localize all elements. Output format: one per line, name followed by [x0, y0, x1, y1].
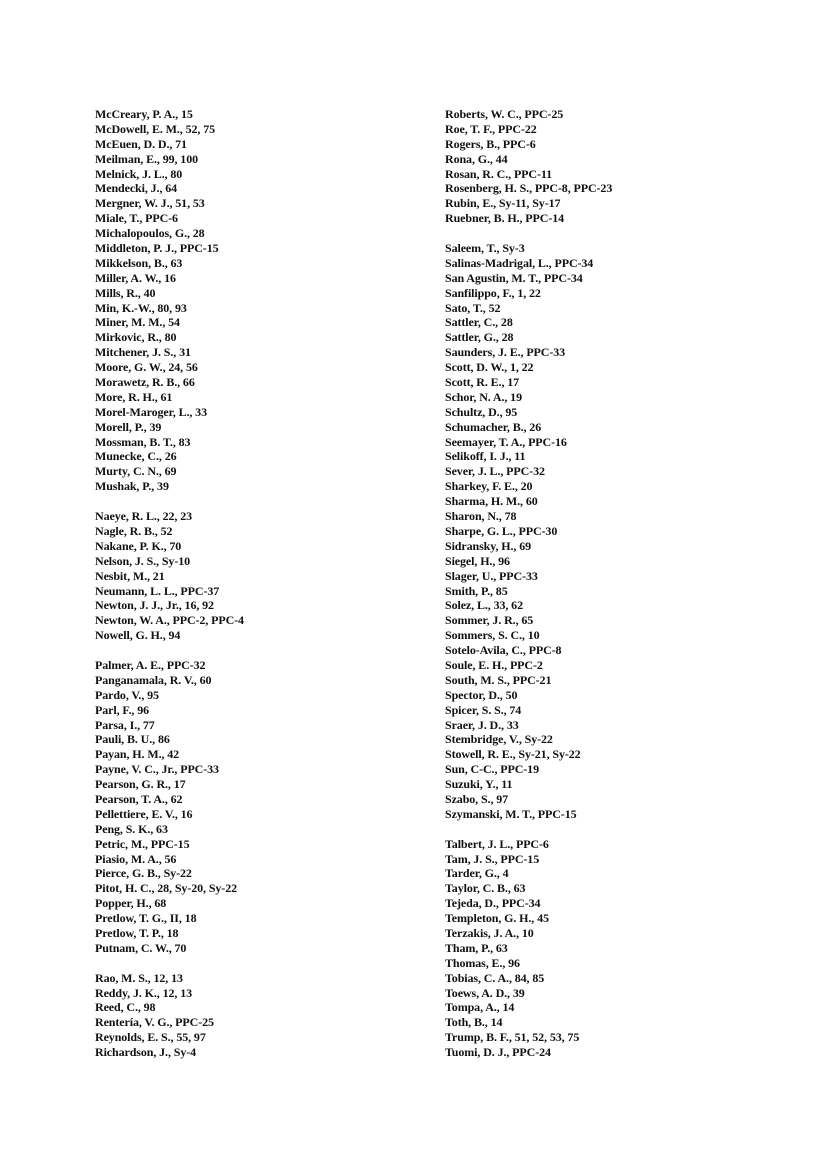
index-entry: Tejeda, D., PPC-34	[445, 896, 541, 911]
index-entry: Moore, G. W., 24, 56	[95, 360, 198, 375]
index-entry: Sidransky, H., 69	[445, 538, 531, 553]
index-entry: Min, K.-W., 80, 93	[95, 300, 187, 315]
index-entry: Sattler, C., 28	[445, 315, 513, 330]
index-entry: Schultz, D., 95	[445, 404, 518, 419]
index-entry: Sever, J. L., PPC-32	[445, 464, 545, 479]
index-entry: Pitot, H. C., 28, Sy-20, Sy-22	[95, 881, 237, 896]
index-entry: Sharpe, G. L., PPC-30	[445, 523, 558, 538]
index-entry: Miale, T., PPC-6	[95, 211, 178, 226]
index-entry: Parl, F., 96	[95, 702, 150, 717]
index-entry: Reddy, J. K., 12, 13	[95, 985, 193, 1000]
index-entry: Trump, B. F., 51, 52, 53, 75	[445, 1030, 580, 1045]
index-entry: Roberts, W. C., PPC-25	[445, 107, 564, 121]
index-entry: Morawetz, R. B., 66	[95, 375, 195, 390]
index-entry: Sattler, G., 28	[445, 330, 514, 345]
index-entry: Terzakis, J. A., 10	[445, 925, 534, 940]
index-column-left	[95, 107, 415, 1060]
index-entry: Toews, A. D., 39	[445, 985, 525, 1000]
index-spacer	[95, 956, 415, 971]
index-entry: Peng, S. K., 63	[95, 821, 168, 836]
index-entry: Piasio, M. A., 56	[95, 851, 177, 866]
index-entry: Sommer, J. R., 65	[445, 613, 534, 628]
index-entry: Seemayer, T. A., PPC-16	[445, 434, 567, 449]
index-entry: Suzuki, Y., 11	[445, 777, 513, 792]
index-entry: Sato, T., 52	[445, 300, 501, 315]
index-entry: Mossman, B. T., 83	[95, 434, 191, 449]
index-entry: Morel-Maroger, L., 33	[95, 404, 207, 419]
index-entry: Nagle, R. B., 52	[95, 523, 173, 538]
index-entry: Schumacher, B., 26	[445, 419, 542, 434]
index-entry: McCreary, P. A., 15	[95, 107, 193, 121]
index-entry: Payne, V. C., Jr., PPC-33	[95, 762, 219, 777]
index-entry: Pardo, V., 95	[95, 687, 159, 702]
index-entry: Pearson, G. R., 17	[95, 777, 186, 792]
index-entry: Roe, T. F., PPC-22	[445, 121, 537, 136]
index-entry: Putnam, C. W., 70	[95, 940, 187, 955]
index-entry: Sanfilippo, F., 1, 22	[445, 285, 541, 300]
index-entry: Reynolds, E. S., 55, 97	[95, 1030, 206, 1045]
index-entry: Solez, L., 33, 62	[445, 598, 523, 613]
index-entry: Palmer, A. E., PPC-32	[95, 657, 206, 672]
index-entry: Nowell, G. H., 94	[95, 628, 181, 643]
index-entry: Newton, W. A., PPC-2, PPC-4	[95, 613, 244, 628]
index-entry: Ruebner, B. H., PPC-14	[445, 211, 565, 226]
index-entry: Soule, E. H., PPC-2	[445, 657, 543, 672]
index-entry: Tam, J. S., PPC-15	[445, 851, 540, 866]
index-entry: Saleem, T., Sy-3	[445, 241, 525, 256]
index-entry: Rosan, R. C., PPC-11	[445, 166, 553, 181]
index-entry: San Agustin, M. T., PPC-34	[445, 270, 583, 285]
index-entry: Reed, C., 98	[95, 1000, 156, 1015]
index-spacer	[445, 226, 765, 241]
index-entry: Sotelo-Avila, C., PPC-8	[445, 643, 562, 658]
index-entry: Sharon, N., 78	[445, 509, 517, 524]
index-entry: Spicer, S. S., 74	[445, 702, 522, 717]
index-entry: Scott, D. W., 1, 22	[445, 360, 534, 375]
index-entry: Pearson, T. A., 62	[95, 791, 183, 806]
index-entry: Mendecki, J., 64	[95, 181, 178, 196]
index-entry: Newton, J. J., Jr., 16, 92	[95, 598, 214, 613]
index-entry: Michalopoulos, G., 28	[95, 226, 205, 241]
index-entry: Stowell, R. E., Sy-21, Sy-22	[445, 747, 581, 762]
index-entry: Toth, B., 14	[445, 1015, 503, 1030]
index-entry: Sraer, J. D., 33	[445, 717, 519, 732]
index-entry: Rosenberg, H. S., PPC-8, PPC-23	[445, 181, 613, 196]
index-entry: Miner, M. M., 54	[95, 315, 180, 330]
index-entry: Scott, R. E., 17	[445, 375, 520, 390]
index-entry: Miller, A. W., 16	[95, 270, 176, 285]
index-entry: Payan, H. M., 42	[95, 747, 180, 762]
index-entry: South, M. S., PPC-21	[445, 672, 552, 687]
index-entry: Salinas-Madrigal, L., PPC-34	[445, 255, 594, 270]
index-spacer	[95, 643, 415, 658]
index-entry: Richardson, J., Sy-4	[95, 1045, 197, 1060]
index-entry: Schor, N. A., 19	[445, 389, 522, 404]
index-entry: Taylor, C. B., 63	[445, 881, 526, 896]
index-entry: Nakane, P. K., 70	[95, 538, 182, 553]
index-entry: Tobias, C. A., 84, 85	[445, 970, 545, 985]
index-entry: Szymanski, M. T., PPC-15	[445, 806, 577, 821]
index-entry: Tuomi, D. J., PPC-24	[445, 1045, 551, 1060]
index-entry: Pretlow, T. P., 18	[95, 925, 179, 940]
index-entry: Sharma, H. M., 60	[445, 494, 538, 509]
index-entry: Neumann, L. L., PPC-37	[95, 583, 220, 598]
index-entry: Talbert, J. L., PPC-6	[445, 836, 549, 851]
index-entry: Sun, C-C., PPC-19	[445, 762, 539, 777]
index-entry: Parsa, I., 77	[95, 717, 155, 732]
index-entry: Melnick, J. L., 80	[95, 166, 183, 181]
index-entry: Smith, P., 85	[445, 583, 508, 598]
index-entry: Pierce, G. B., Sy-22	[95, 866, 192, 881]
index-entry: Slager, U., PPC-33	[445, 568, 538, 583]
index-entry: Szabo, S., 97	[445, 791, 509, 806]
index-entry: Mills, R., 40	[95, 285, 156, 300]
index-entry: Popper, H., 68	[95, 896, 167, 911]
index-entry: Stembridge, V., Sy-22	[445, 732, 553, 747]
index-entry: Munecke, C., 26	[95, 449, 177, 464]
index-entry: Naeye, R. L., 22, 23	[95, 509, 192, 524]
index-spacer	[95, 494, 415, 509]
index-entry: Saunders, J. E., PPC-33	[445, 345, 566, 360]
index-entry: Pretlow, T. G., II, 18	[95, 911, 197, 926]
index-entry: Mushak, P., 39	[95, 479, 169, 494]
index-entry: Murty, C. N., 69	[95, 464, 177, 479]
index-entry: Rentería, V. G., PPC-25	[95, 1015, 214, 1030]
index-entry: Sharkey, F. E., 20	[445, 479, 533, 494]
index-entry: Pauli, B. U., 86	[95, 732, 170, 747]
index-entry: Rona, G., 44	[445, 151, 508, 166]
index-entry: Spector, D., 50	[445, 687, 518, 702]
index-entry: Mergner, W. J., 51, 53	[95, 196, 205, 211]
index-entry: More, R. H., 61	[95, 389, 173, 404]
index-entry: Pellettiere, E. V., 16	[95, 806, 193, 821]
index-entry: Mikkelson, B., 63	[95, 255, 183, 270]
index-entry: Rogers, B., PPC-6	[445, 136, 536, 151]
index-entry: Morell, P., 39	[95, 419, 162, 434]
index-entry: Middleton, P. J., PPC-15	[95, 241, 219, 256]
index-entry: Nelson, J. S., Sy-10	[95, 553, 191, 568]
index-column-right	[445, 107, 765, 1060]
index-entry: McDowell, E. M., 52, 75	[95, 121, 216, 136]
index-entry: Thomas, E., 96	[445, 955, 520, 970]
index-entry: Petric, M., PPC-15	[95, 836, 190, 851]
index-entry: Tarder, G., 4	[445, 866, 509, 881]
index-entry: Mitchener, J. S., 31	[95, 345, 191, 360]
index-entry: Mirkovic, R., 80	[95, 330, 177, 345]
index-entry: Templeton, G. H., 45	[445, 911, 549, 926]
index-entry: Rao, M. S., 12, 13	[95, 970, 183, 985]
index-entry: Selikoff, I. J., 11	[445, 449, 526, 464]
index-entry: Tham, P., 63	[445, 940, 508, 955]
index-spacer	[445, 822, 765, 837]
index-entry: Rubin, E., Sy-11, Sy-17	[445, 196, 561, 211]
index-entry: Meilman, E., 99, 100	[95, 151, 198, 166]
index-entry: Tompa, A., 14	[445, 1000, 515, 1015]
index-entry: Siegel, H., 96	[445, 553, 510, 568]
index-entry: Panganamala, R. V., 60	[95, 672, 212, 687]
index-entry: McEuen, D. D., 71	[95, 136, 187, 151]
index-entry: Sommers, S. C., 10	[445, 628, 540, 643]
index-entry: Nesbit, M., 21	[95, 568, 165, 583]
